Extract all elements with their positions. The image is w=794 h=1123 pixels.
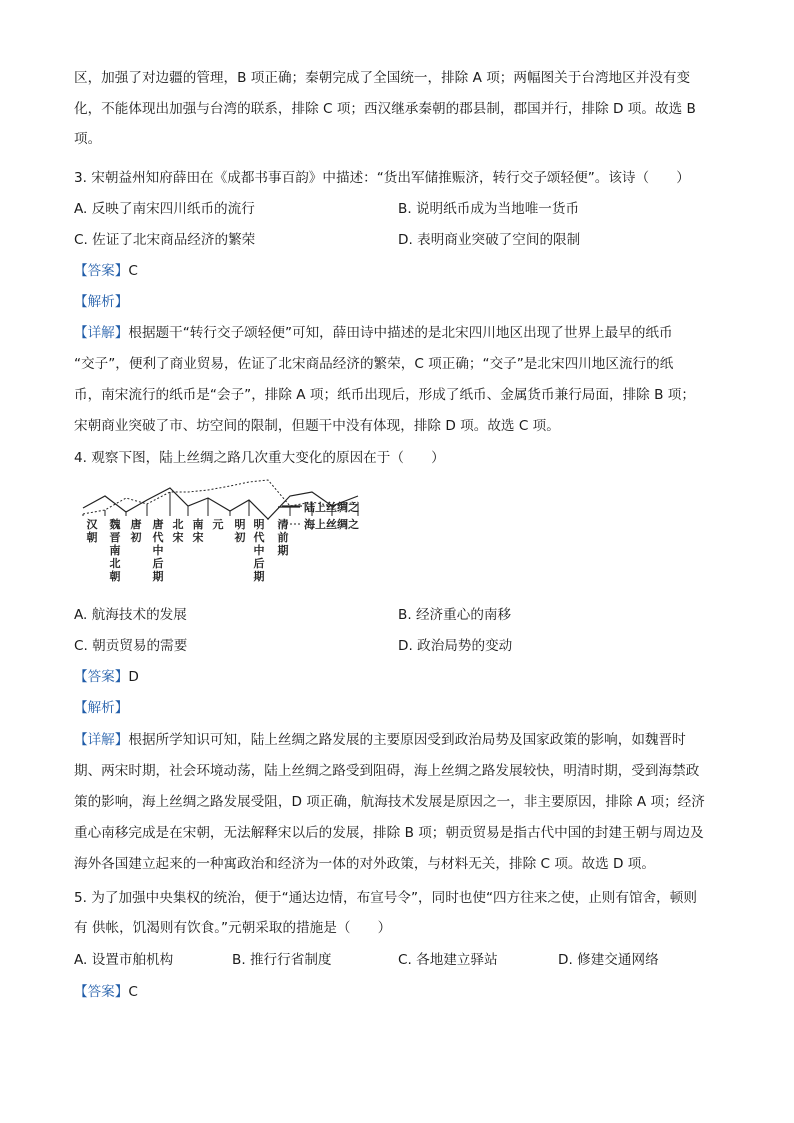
q3-option-a: A. 反映了南宋四川纸币的流行 (74, 201, 255, 217)
q5-stem-line-2: 有 供帐，饥渴则有饮食。”元朝采取的措施是（ ） (74, 920, 392, 936)
q3-detail-line-1 (74, 323, 724, 343)
prev-text-line-1: 区，加强了对边疆的管理，B 项正确；秦朝完成了全国统一，排除 A 项；两幅图关于台湾地区并没有变 (74, 70, 691, 86)
q4-detail-line-2: 期、两宋时期，社会环境动荡，陆上丝绸之路受到阻碍，海上丝绸之路发展较快，明清时期，受到海禁政 (74, 763, 700, 779)
era-label: 北宋 (172, 518, 184, 544)
era-label: 明代中后期 (253, 518, 265, 583)
q3-detail-label: 【详解】 (74, 325, 129, 341)
q4-detail-line-3: 策的影响，海上丝绸之路发展受阻，D 项正确，航海技术发展是原因之一，非主要原因，排除 A 项；经济 (74, 794, 705, 810)
q3-option-b: B. 说明纸币成为当地唯一货币 (398, 201, 580, 217)
q3-detail-line-3: 币，南宋流行的纸币是“会子”，排除 A 项；纸币出现后，形成了纸币、金属货币兼行局面，排除 B 项； (74, 387, 695, 403)
q4-stem: 4. 观察下图，陆上丝绸之路几次重大变化的原因在于（ ） (74, 450, 445, 466)
era-label: 唐初 (130, 518, 142, 544)
era-label: 清前期 (277, 518, 289, 557)
q4-option-b: B. 经济重心的南移 (398, 607, 512, 623)
legend-sea-label: 海上丝绸之 (304, 518, 359, 531)
q3-detail-line-2: “交子”，便利了商业贸易，佐证了北宋商品经济的繁荣，C 项正确；“交子”是北宋四川地区流行的纸 (74, 356, 674, 372)
q5-answer-value: C (128, 984, 138, 1000)
q3-answer-value: C (128, 263, 138, 279)
q3-option-d: D. 表明商业突破了空间的限制 (398, 232, 581, 248)
prev-text-line-2: 化，不能体现出加强与台湾的联系，排除 C 项；西汉继承秦朝的郡县制，郡国并行，排除 D 项。故选 B (74, 101, 696, 117)
q4-detail-text-1: 根据所学知识可知，陆上丝绸之路发展的主要原因受到政治局势及国家政策的影响，如魏晋时 (128, 732, 686, 748)
q3-detail-text-1: 根据题干“转行交子颂轻便”可知，薛田诗中描述的是北宋四川地区出现了世界上最早的纸币 (128, 325, 673, 341)
q5-option-a: A. 设置市舶机构 (74, 952, 174, 968)
q4-detail-line-4: 重心南移完成是在宋朝，无法解释宋以后的发展，排除 B 项；朝贡贸易是指古代中国的封建王朝与周边及 (74, 825, 704, 841)
q5-option-c: C. 各地建立驿站 (398, 952, 498, 968)
q4-option-c: C. 朝贡贸易的需要 (74, 638, 188, 654)
q4-detail-line-5: 海外各国建立起来的一种寓政治和经济为一体的对外政策，与材料无关，排除 C 项。故选 D 项。 (74, 856, 655, 872)
q3-answer-label: 【答案】 (74, 263, 129, 279)
q5-answer-label: 【答案】 (74, 984, 129, 1000)
q5-stem-line-1: 5. 为了加强中央集权的统治，便于“通达边情，布宣号令”，同时也使“四方往来之使，止则有馆舍，顿则 (74, 890, 697, 906)
q4-detail-line-1 (74, 730, 724, 750)
era-label: 南宋 (192, 518, 204, 544)
prev-text-line-3: 项。 (74, 131, 102, 147)
q3-answer (74, 261, 724, 281)
era-label: 汉朝 (86, 518, 98, 544)
q3-analysis-label: 【解析】 (74, 294, 129, 310)
q5-option-d: D. 修建交通网络 (558, 952, 659, 968)
q3-option-c: C. 佐证了北宋商品经济的繁荣 (74, 232, 256, 248)
legend-land-label: 陆上丝绸之 (304, 501, 359, 514)
q4-answer-value: D (128, 669, 139, 685)
q4-option-a: A. 航海技术的发展 (74, 607, 187, 623)
q3-detail-line-4: 宋朝商业突破了市、坊空间的限制，但题干中没有体现，排除 D 项。故选 C 项。 (74, 418, 560, 434)
era-label: 明初 (234, 518, 246, 544)
q4-option-d: D. 政治局势的变动 (398, 638, 513, 654)
era-label: 魏晋南北朝 (109, 518, 121, 583)
q5-option-b: B. 推行行省制度 (232, 952, 332, 968)
q4-analysis-label: 【解析】 (74, 700, 129, 716)
era-label: 元 (212, 518, 224, 531)
era-label: 唐代中后期 (152, 518, 164, 583)
figure-legend (278, 498, 388, 532)
q4-answer-label: 【答案】 (74, 669, 129, 685)
q5-answer (74, 982, 724, 1002)
q3-stem: 3. 宋朝益州知府薛田在《成都书事百韵》中描述：“货出军储推赈济，转行交子颂轻便”。该诗（ ） (74, 170, 690, 186)
q4-answer (74, 667, 724, 687)
q4-detail-label: 【详解】 (74, 732, 129, 748)
